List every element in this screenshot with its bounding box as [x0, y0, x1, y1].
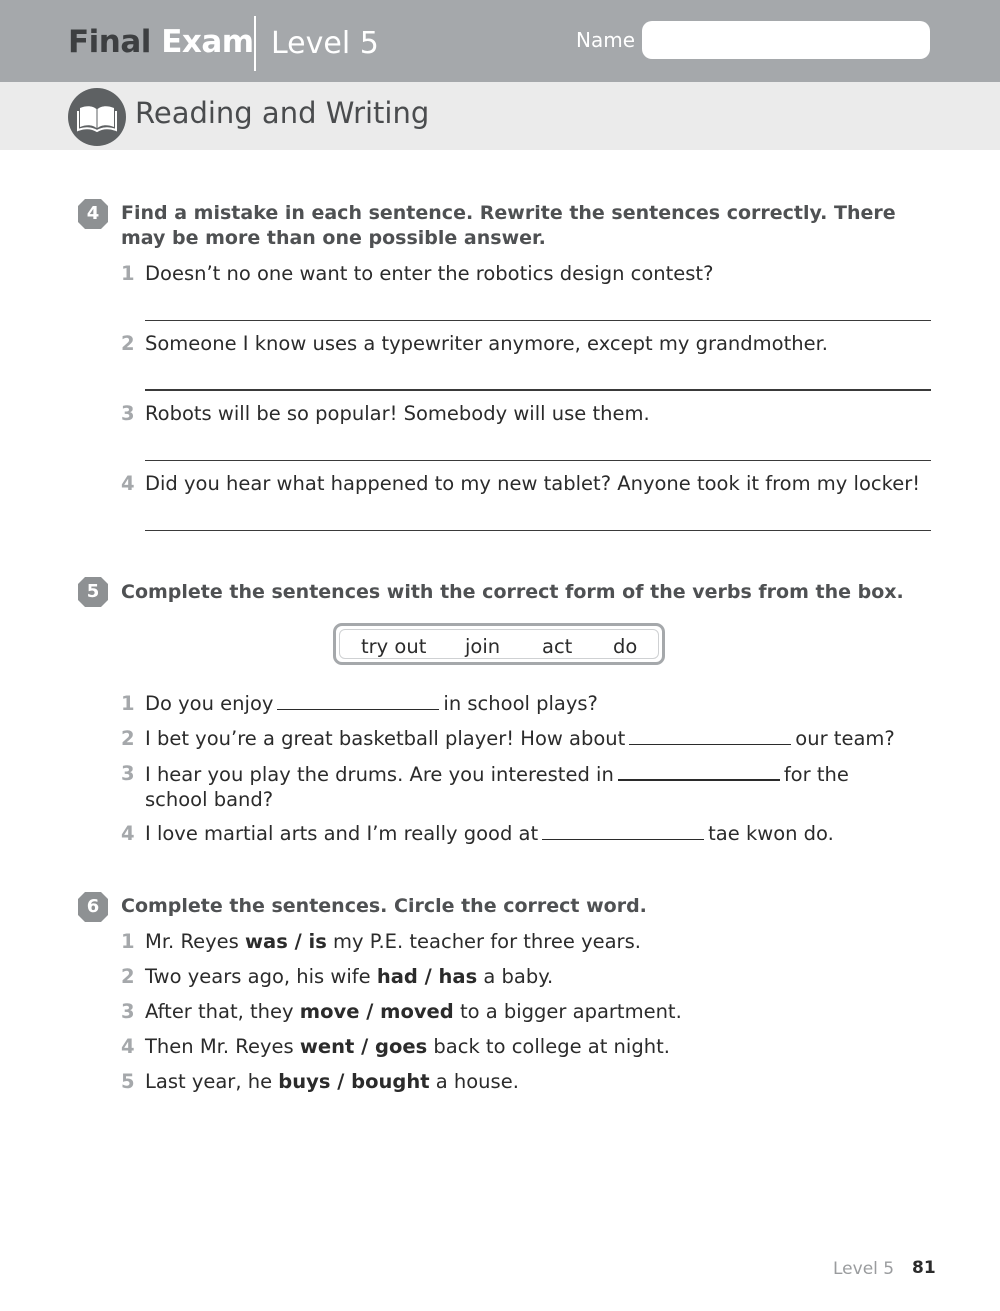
exercise-6-instruction: Complete the sentences. Circle the correct word. — [121, 895, 647, 917]
word-choice[interactable]: buys / bought — [278, 1070, 430, 1093]
word-box-item: try out — [361, 635, 427, 658]
exam-title-exam: Exam — [161, 24, 254, 60]
exercise-5-instruction: Complete the sentences with the correct form of the verbs from the box. — [121, 581, 904, 603]
exam-title — [68, 24, 254, 60]
exam-level: Level 5 — [271, 26, 379, 61]
word-choice[interactable]: move / moved — [299, 1000, 454, 1023]
exam-title-final: Final — [68, 24, 151, 60]
word-choice[interactable]: went / goes — [299, 1035, 428, 1058]
footer-level: Level 5 — [833, 1259, 895, 1279]
open-book-icon — [68, 88, 126, 146]
page-number: 81 — [912, 1258, 936, 1278]
word-choice[interactable]: had / has — [376, 965, 478, 988]
word-choice[interactable]: was / is — [245, 930, 327, 953]
fill-blank[interactable] — [542, 821, 704, 840]
title-divider — [254, 16, 256, 71]
exercise-4-badge: 4 — [78, 199, 108, 229]
name-label: Name — [576, 28, 636, 52]
ex4-answer-line-4[interactable] — [145, 530, 931, 531]
ex4-answer-line-1[interactable] — [145, 320, 931, 321]
ex4-answer-line-2[interactable] — [145, 389, 931, 391]
fill-blank[interactable] — [618, 761, 780, 781]
fill-blank[interactable] — [277, 691, 439, 710]
exercise-5-badge: 5 — [78, 577, 108, 607]
exercise-6-badge: 6 — [78, 892, 108, 922]
section-title: Reading and Writing — [135, 96, 430, 130]
ex4-answer-line-3[interactable] — [145, 460, 931, 461]
name-input[interactable] — [642, 21, 930, 59]
exercise-4-instruction: Find a mistake in each sentence. Rewrite the sentences correctly. There may be more than one possible answer. — [121, 202, 896, 249]
word-box-item: act — [542, 635, 573, 658]
word-box — [333, 623, 665, 665]
word-box-item: do — [613, 635, 638, 658]
fill-blank[interactable] — [629, 726, 791, 745]
word-box-item: join — [465, 635, 501, 658]
